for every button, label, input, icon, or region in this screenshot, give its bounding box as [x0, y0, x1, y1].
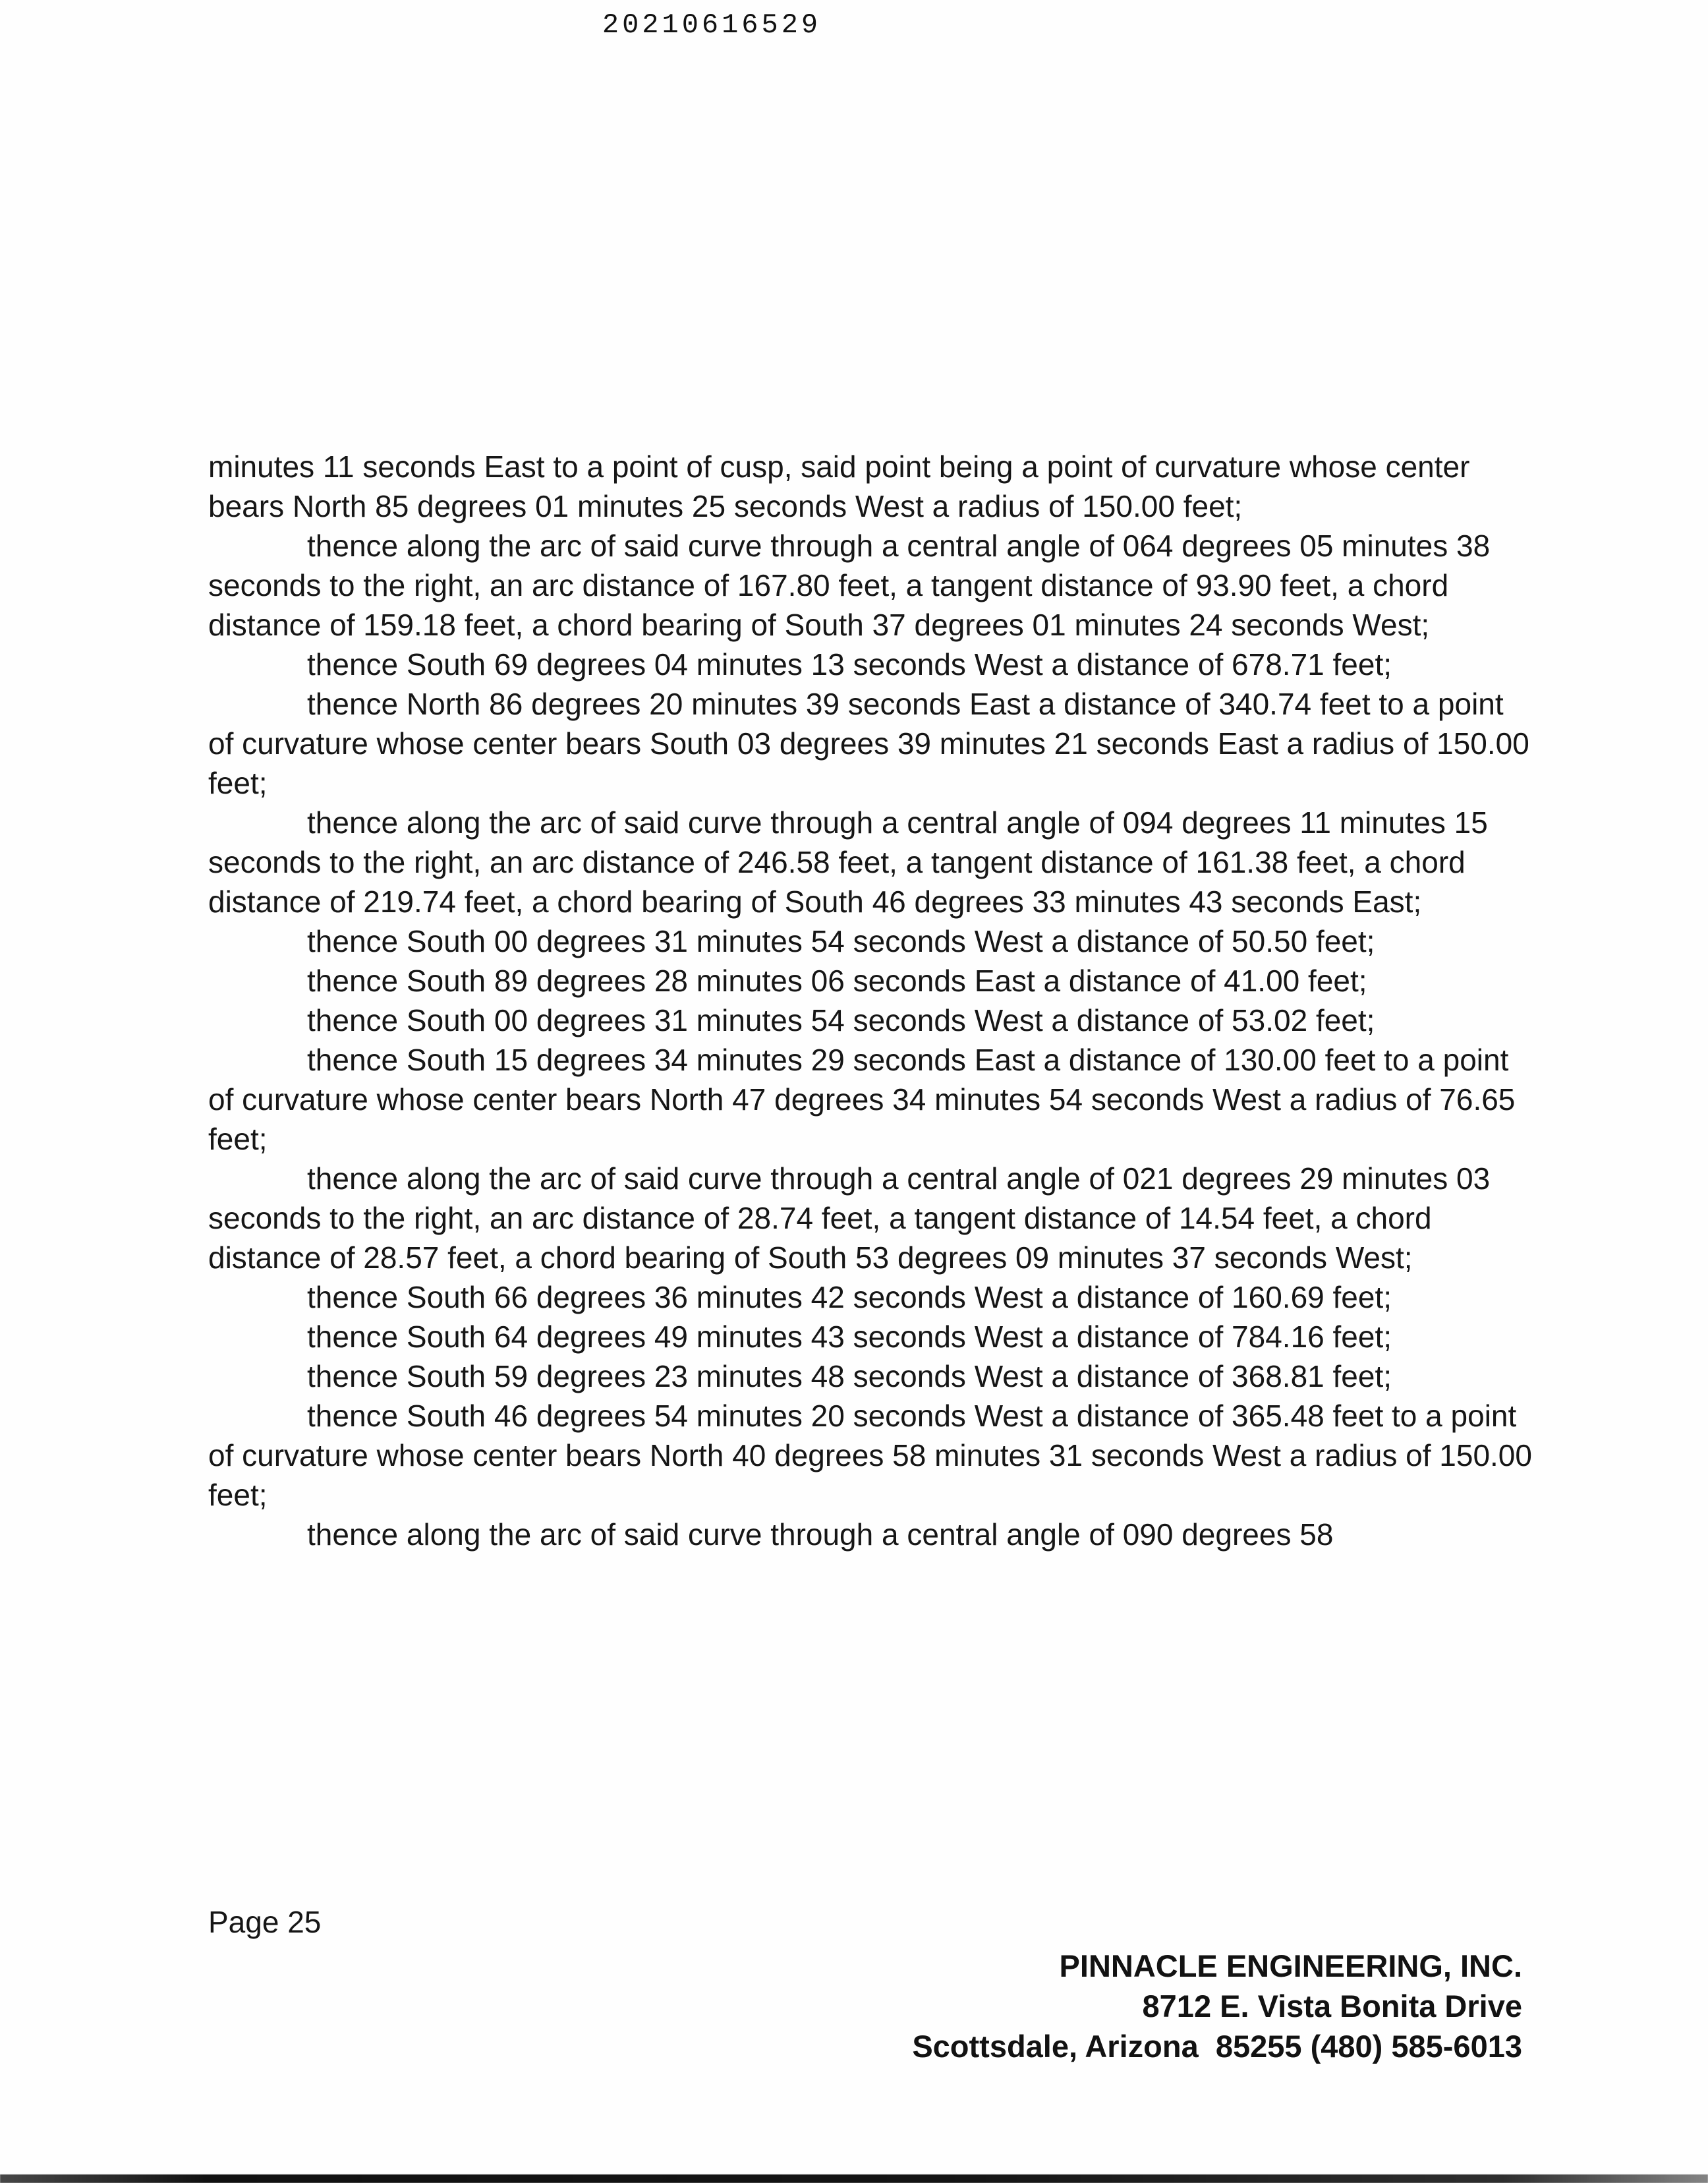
paragraph: thence South 00 degrees 31 minutes 54 seconds West a distance of 53.02 feet;	[307, 1003, 1375, 1037]
paragraph: thence North 86 degrees 20 minutes 39 seconds East a distance of 340.74 feet to a point of curvature whose center bears South 03 degrees 39 minutes 21 seconds East a radius of 150.00 feet;	[208, 687, 1529, 800]
company-address: 8712 E. Vista Bonita Drive	[1142, 1989, 1522, 2023]
company-name: PINNACLE ENGINEERING, INC.	[1059, 1948, 1522, 1983]
legal-description-body	[208, 447, 1533, 1554]
paragraph: thence along the arc of said curve through a central angle of 090 degrees 58	[307, 1517, 1334, 1552]
paragraph: thence South 66 degrees 36 minutes 42 seconds West a distance of 160.69 feet;	[307, 1280, 1392, 1314]
paragraph: thence along the arc of said curve through a central angle of 094 degrees 11 minutes 15 seconds to the right, an arc distance of 246.58 feet, a tangent distance of 161.38 feet, a chord distance of 219.74 feet, a chord bearing of South 46 degrees 33 minutes 43 seconds East;	[208, 805, 1488, 919]
company-city-phone: Scottsdale, Arizona 85255 (480) 585-6013	[912, 2029, 1522, 2064]
company-block	[912, 1946, 1522, 2066]
paragraph: thence South 69 degrees 04 minutes 13 seconds West a distance of 678.71 feet;	[307, 647, 1392, 682]
paragraph: thence South 00 degrees 31 minutes 54 seconds West a distance of 50.50 feet;	[307, 924, 1375, 958]
paragraph: thence along the arc of said curve through a central angle of 021 degrees 29 minutes 03 seconds to the right, an arc distance of 28.74 feet, a tangent distance of 14.54 feet, a chord distance of 28.57 feet, a chord bearing of South 53 degrees 09 minutes 37 seconds West;	[208, 1161, 1491, 1275]
page-number: Page 25	[208, 1905, 322, 1939]
paragraph: thence South 59 degrees 23 minutes 48 seconds West a distance of 368.81 feet;	[307, 1359, 1392, 1393]
paragraph: thence South 46 degrees 54 minutes 20 seconds West a distance of 365.48 feet to a point of curvature whose center bears North 40 degrees 58 minutes 31 seconds West a radius of 150.00 feet;	[208, 1399, 1532, 1512]
paragraph: minutes 11 seconds East to a point of cusp, said point being a point of curvature whose center bears North 85 degrees 01 minutes 25 seconds West a radius of 150.00 feet;	[208, 450, 1470, 523]
scan-artifact-bottom-edge	[0, 2174, 1708, 2183]
paragraph: thence South 64 degrees 49 minutes 43 seconds West a distance of 784.16 feet;	[307, 1320, 1392, 1354]
paragraph: thence South 15 degrees 34 minutes 29 seconds East a distance of 130.00 feet to a point of curvature whose center bears North 47 degrees 34 minutes 54 seconds West a radius of 76.65 feet;	[208, 1043, 1516, 1156]
paragraph: thence South 89 degrees 28 minutes 06 seconds East a distance of 41.00 feet;	[307, 964, 1367, 998]
paragraph: thence along the arc of said curve through a central angle of 064 degrees 05 minutes 38 seconds to the right, an arc distance of 167.80 feet, a tangent distance of 93.90 feet, a chord distance of 159.18 feet, a chord bearing of South 37 degrees 01 minutes 24 seconds West;	[208, 529, 1491, 642]
recording-number: 20210616529	[602, 9, 822, 41]
